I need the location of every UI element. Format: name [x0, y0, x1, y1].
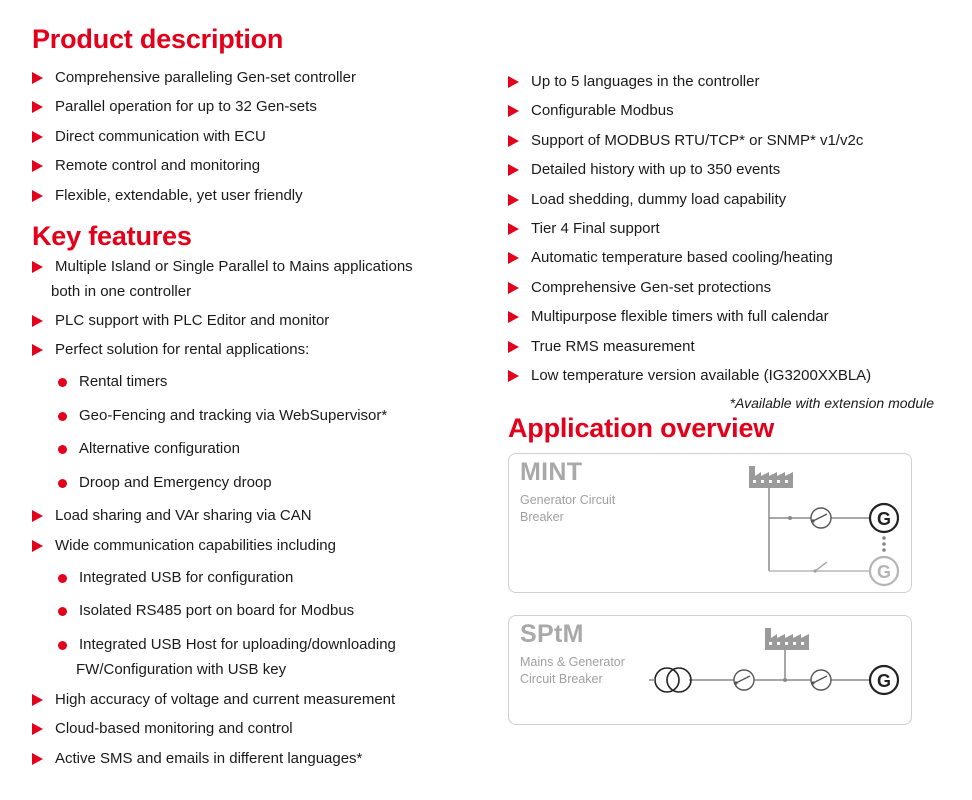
triangle-bullet-icon: [508, 341, 519, 353]
transformer-icon: [649, 668, 691, 692]
triangle-bullet-icon: [32, 694, 43, 706]
list-item: Perfect solution for rental applications:: [32, 336, 472, 368]
list-item-line: both in one controller: [51, 282, 192, 300]
triangle-bullet-icon: [508, 223, 519, 235]
key-features-list-cont: [32, 502, 472, 563]
triangle-bullet-icon: [508, 282, 519, 294]
triangle-bullet-icon: [508, 164, 519, 176]
generator-label: G: [876, 562, 892, 583]
sptm-diagram-card: [508, 615, 912, 725]
list-item-line: FW/Configuration with USB key: [76, 660, 287, 678]
sptm-description: Mains & Generator Circuit Breaker: [520, 655, 625, 687]
generator-icon: [870, 666, 898, 694]
key-features-list: [32, 253, 472, 368]
triangle-bullet-icon: [32, 723, 43, 735]
key-features-list-end: [32, 686, 472, 774]
triangle-bullet-icon: [508, 76, 519, 88]
list-item: Direct communication with ECU: [32, 123, 472, 152]
list-item: Support of MODBUS RTU/TCP* or SNMP* v1/v2c: [508, 127, 932, 156]
list-item: Cloud-based monitoring and control: [32, 715, 472, 744]
application-overview-title: Application overview: [508, 413, 775, 444]
list-item: Comprehensive Gen-set protections: [508, 274, 932, 303]
triangle-bullet-icon: [32, 190, 43, 202]
triangle-bullet-icon: [508, 370, 519, 382]
list-item: Tier 4 Final support: [508, 215, 932, 244]
list-item: Multipurpose flexible timers with full calendar: [508, 303, 932, 332]
factory-icon: [765, 628, 809, 650]
factory-icon: [749, 466, 793, 488]
dot-bullet-icon: [58, 607, 67, 616]
list-item: Flexible, extendable, yet user friendly: [32, 182, 472, 211]
triangle-bullet-icon: [508, 311, 519, 323]
dot-bullet-icon: [58, 641, 67, 650]
sub-list-item: Integrated USB for configuration: [32, 564, 472, 598]
mint-description: Generator Circuit Breaker: [520, 493, 616, 525]
triangle-bullet-icon: [508, 252, 519, 264]
dot-bullet-icon: [58, 479, 67, 488]
rental-sublist: [32, 368, 472, 502]
breaker-icon: [811, 508, 831, 528]
dot-bullet-icon: [58, 574, 67, 583]
triangle-bullet-icon: [32, 315, 43, 327]
list-item: Wide communication capabilities including: [32, 532, 472, 564]
breaker-icon: [734, 670, 754, 690]
sub-list-item: Alternative configuration: [32, 435, 472, 469]
list-item-line: Multiple Island or Single Parallel to Mains applications: [55, 257, 413, 275]
mint-diagram: [509, 454, 913, 594]
sptm-diagram: [509, 616, 913, 726]
list-item: Detailed history with up to 350 events: [508, 156, 932, 185]
mint-title: MINT: [520, 458, 583, 487]
triangle-bullet-icon: [32, 72, 43, 84]
features-list-right: [508, 68, 932, 391]
product-description-title: Product description: [32, 24, 284, 54]
list-item: Configurable Modbus: [508, 97, 932, 126]
generator-icon: [870, 504, 898, 532]
triangle-bullet-icon: [32, 510, 43, 522]
list-item: [32, 253, 472, 307]
triangle-bullet-icon: [32, 753, 43, 765]
triangle-bullet-icon: [32, 261, 43, 273]
product-description-list: [32, 64, 472, 211]
triangle-bullet-icon: [508, 135, 519, 147]
list-item: Remote control and monitoring: [32, 152, 472, 181]
generator-label: G: [876, 509, 892, 530]
list-item: High accuracy of voltage and current measurement: [32, 686, 472, 715]
triangle-bullet-icon: [508, 105, 519, 117]
triangle-bullet-icon: [32, 344, 43, 356]
list-item: Low temperature version available (IG3200XXBLA): [508, 362, 932, 391]
breaker-icon: [811, 670, 831, 690]
dot-bullet-icon: [58, 412, 67, 421]
triangle-bullet-icon: [508, 194, 519, 206]
generator-label: G: [876, 671, 892, 692]
list-item: Active SMS and emails in different languages*: [32, 745, 472, 774]
sub-list-item: Droop and Emergency droop: [32, 469, 472, 503]
sub-list-item: [32, 631, 472, 683]
key-features-title: Key features: [32, 220, 192, 251]
triangle-bullet-icon: [32, 160, 43, 172]
left-column: [32, 22, 472, 774]
generator-icon: [870, 557, 898, 585]
list-item: Automatic temperature based cooling/heating: [508, 244, 932, 273]
list-item: Up to 5 languages in the controller: [508, 68, 932, 97]
sub-list-item: Isolated RS485 port on board for Modbus: [32, 597, 472, 631]
comm-sublist: [32, 564, 472, 683]
triangle-bullet-icon: [32, 540, 43, 552]
triangle-bullet-icon: [32, 131, 43, 143]
list-item: Parallel operation for up to 32 Gen-sets: [32, 93, 472, 122]
list-item-line: Integrated USB Host for uploading/downloading: [79, 635, 396, 653]
sptm-title: SPtM: [520, 620, 584, 649]
list-item: PLC support with PLC Editor and monitor: [32, 307, 472, 336]
sub-list-item: Geo-Fencing and tracking via WebSupervisor*: [32, 402, 472, 436]
triangle-bullet-icon: [32, 101, 43, 113]
list-item: True RMS measurement: [508, 333, 932, 362]
right-column: [508, 68, 932, 725]
list-item: Load sharing and VAr sharing via CAN: [32, 502, 472, 531]
mint-diagram-card: [508, 453, 912, 593]
list-item: Load shedding, dummy load capability: [508, 186, 932, 215]
list-item: Comprehensive paralleling Gen-set controller: [32, 64, 472, 93]
dot-bullet-icon: [58, 445, 67, 454]
footnote: *Available with extension module: [729, 395, 934, 412]
sub-list-item: Rental timers: [32, 368, 472, 402]
dot-bullet-icon: [58, 378, 67, 387]
